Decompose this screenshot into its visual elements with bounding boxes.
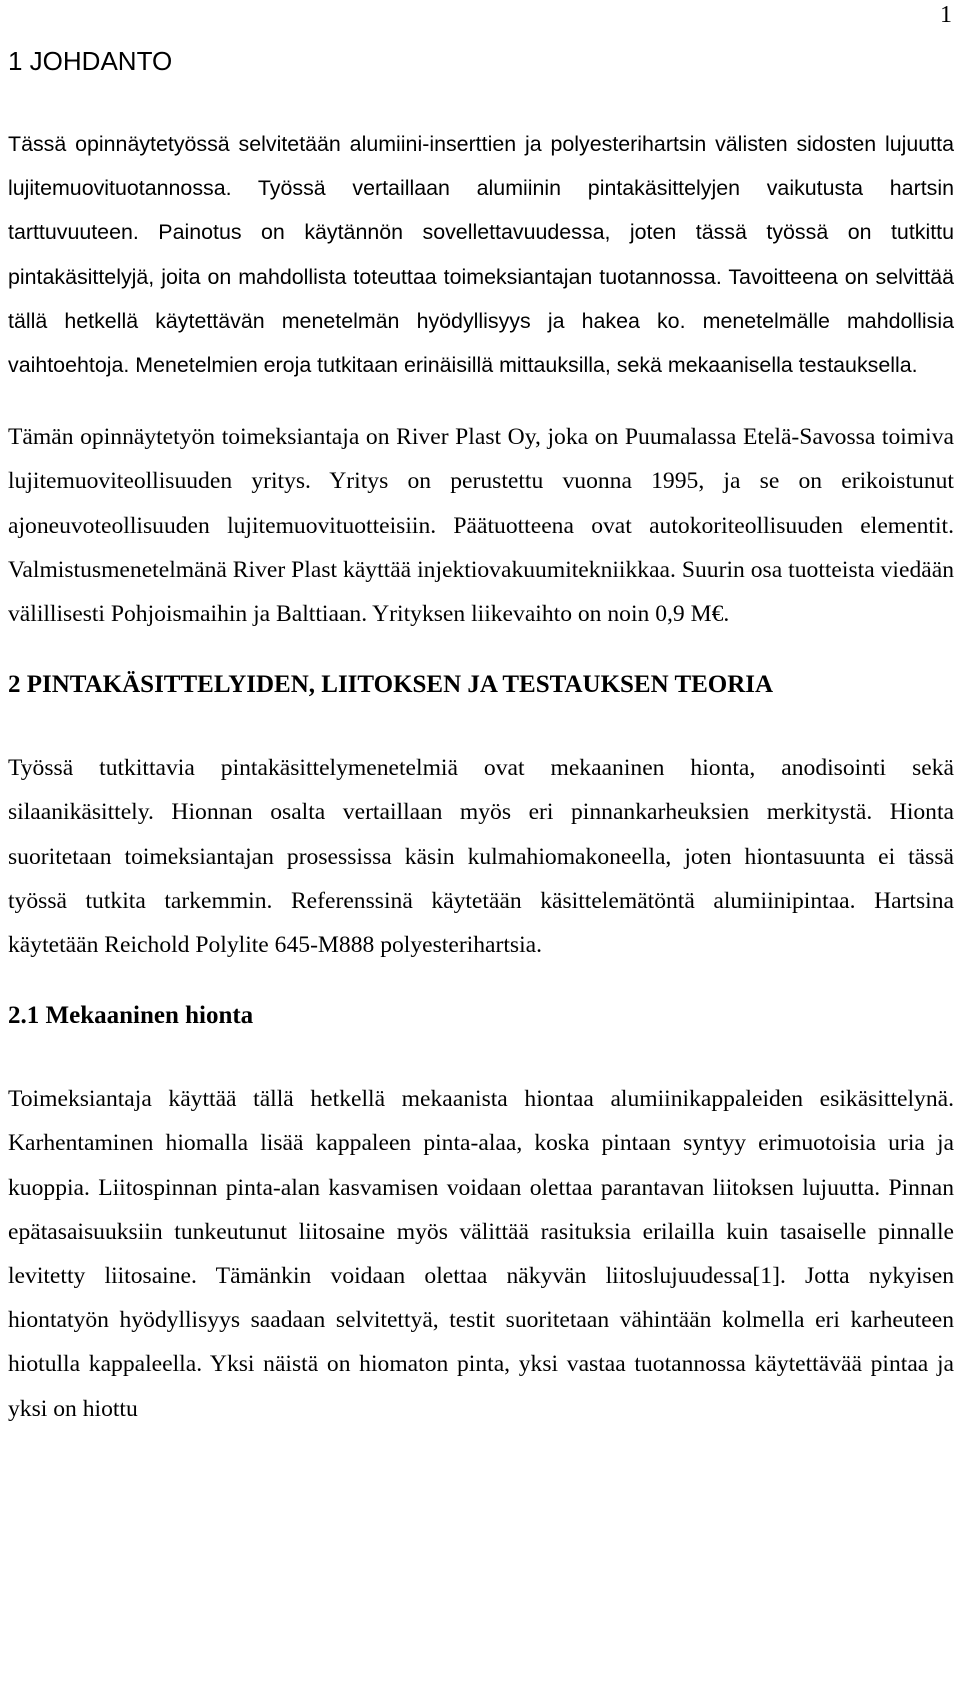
paragraph-intro-2: Tämän opinnäytetyön toimeksiantaja on River Plast Oy, joka on Puumalassa Etelä-Savossa toimiva lujitemuoviteollisuuden yritys. Yritys on perustettu vuonna 1995, ja se on erikoistunut ajoneuvoteollisuuden lujitemuovituotteisiin. Päätuotteena ovat autokoriteollisuuden elementit. Valmistusmenetelmänä River Plast käyttää injektiovakuumitekniikkaa. Suurin osa tuotteista viedään välillisesti Pohjoismaihin ja Balttiaan. Yrityksen liikevaihto on noin 0,9 M€. xyxy=(8,424,954,628)
page-number: 1 xyxy=(940,2,952,28)
subsection-heading-grinding: 2.1 Mekaaninen hionta xyxy=(8,1002,254,1030)
paragraph-theory-1: Työssä tutkittavia pintakäsittelymenetelmiä ovat mekaaninen hionta, anodisointi sekä silaanikäsittely. Hionnan osalta vertaillaan myös eri pinnankarheuksien merkitystä. Hionta suoritetaan toimeksiantajan prosessissa käsin kulmahiomakoneella, joten hiontasuunta ei tässä työssä tutkita tarkemmin. Referenssinä käytetään käsittelemätöntä alumiinipintaa. Hartsina käytetään Reichold Polylite 645-M888 polyesterihartsia. xyxy=(8,755,954,959)
section-heading-theory: 2 PINTAKÄSITTELYIDEN, LIITOKSEN JA TESTAUKSEN TEORIA xyxy=(8,671,774,699)
paragraph-intro-1: Tässä opinnäytetyössä selvitetään alumiini-inserttien ja polyesterihartsin välisten sidosten lujuutta lujitemuovituotannossa. Työssä vertaillaan alumiinin pintakäsittelyjen vaikutusta hartsin tarttuvuuteen. Painotus on käytännön sovellettavuudessa, joten tässä työssä on tutkittu pintakäsittelyjä, joita on mahdollista toteuttaa toimeksiantajan tuotannossa. Tavoitteena on selvittää tällä hetkellä käytettävän menetelmän hyödyllisyys ja hakea ko. menetelmälle mahdollisia vaihtoehtoja. Menetelmien eroja tutkitaan erinäisillä mittauksilla, sekä mekaanisella testauksella. xyxy=(8,132,954,378)
document-body xyxy=(8,40,954,1459)
section-heading-introduction: 1 JOHDANTO xyxy=(8,46,173,76)
paragraph-grinding-1: Toimeksiantaja käyttää tällä hetkellä mekaanista hiontaa alumiinikappaleiden esikäsittelynä. Karhentaminen hiomalla lisää kappaleen pinta-alaa, koska pintaan syntyy erimuotoisia uria ja kuoppia. Liitospinnan pinta-alan kasvamisen voidaan olettaa parantavan liitoksen lujuutta. Pinnan epätasaisuuksiin tunkeutunut liitosaine myös välittää rasituksia erilailla kuin tasaiselle pinnalle levitetty liitosaine. Tämänkin voidaan olettaa näkyvän liitoslujuudessa[1]. Jotta nykyisen hiontatyön hyödyllisyys saadaan selvitettyä, testit suoritetaan vähintään kolmella eri karheuteen hiotulla kappaleella. Yksi näistä on hiomaton pinta, yksi vastaa tuotannossa käytettävää pintaa ja yksi on hiottu xyxy=(8,1086,954,1422)
